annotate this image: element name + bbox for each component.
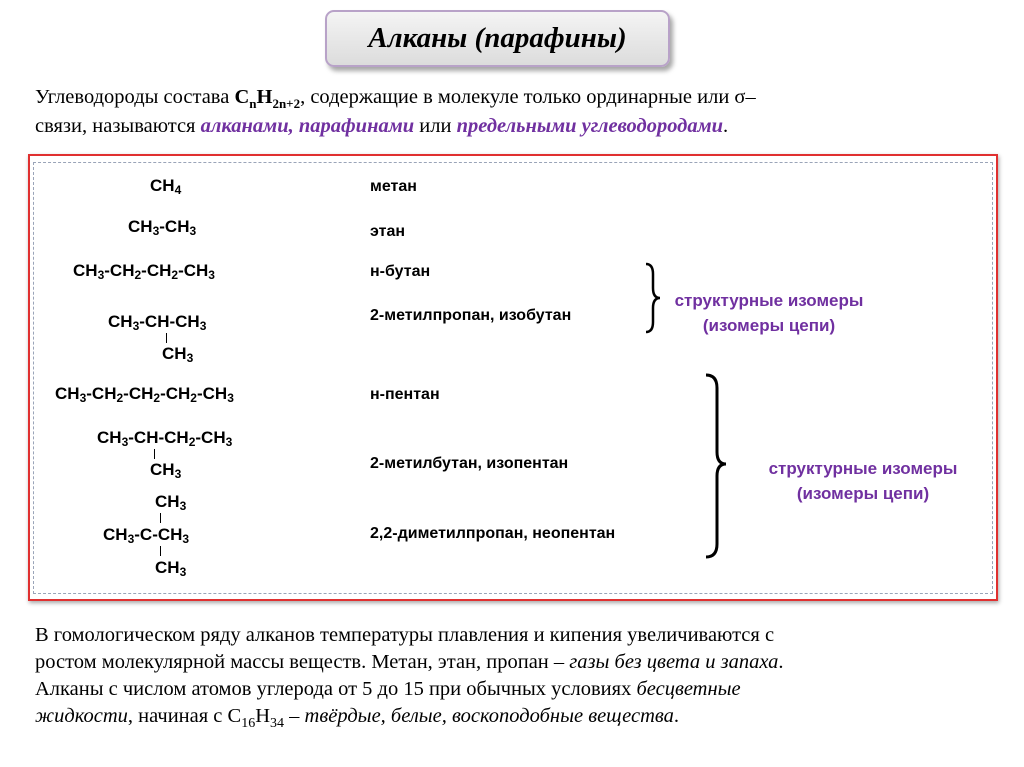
bond-line: [160, 513, 161, 523]
bond-line: [166, 333, 167, 343]
formula-isobutane: $CH_3-CH-CH_3$: [108, 312, 207, 333]
brace-icon: [700, 372, 730, 560]
formula-isobutane-branch: $CH_3$: [162, 344, 194, 365]
name-neopentane: 2,2-диметилпропан, неопентан: [370, 525, 616, 542]
bottom-line-1: В гомологическом ряду алканов температуры плавления и кипения увеличиваются с: [35, 624, 775, 646]
bottom-paragraph: [35, 622, 784, 737]
intro-text: , содержащие в молекуле только ординарные или σ–: [300, 86, 756, 108]
name-methane: метан: [370, 178, 417, 195]
formula-neopentane-top: $CH_3$: [155, 492, 187, 513]
intro-text: связи, называются: [35, 115, 201, 137]
bottom-line-2: ростом молекулярной массы веществ. Метан, этан, пропан – газы без цвета и запаха.: [35, 651, 784, 673]
isomers-label-1: [664, 288, 874, 338]
formula-neopentane: $CH_3-C-CH_3$: [103, 525, 190, 546]
title-box: [325, 10, 670, 67]
bottom-line-4: жидкости, начиная с $С_{16}Н_{34}$ – твёрдые, белые, воскоподобные вещества.: [35, 705, 680, 732]
intro-text: .: [723, 115, 729, 137]
general-formula: $C_nH_{2n+2}$: [234, 86, 301, 112]
name-ethane: этан: [370, 223, 406, 240]
bottom-line-3: Алканы с числом атомов углерода от 5 до 15 при обычных условиях бесцветные: [35, 678, 741, 700]
isomers-line-1: структурные изомеры: [674, 291, 864, 310]
page-title: Алканы (парафины): [368, 22, 627, 54]
formula-isopentane: $CH_3-CH-CH_2-CH_3$: [97, 428, 233, 449]
brace-icon: [642, 262, 662, 334]
bond-line: [160, 546, 161, 556]
name-isopentane: 2-метилбутан, изопентан: [370, 455, 569, 472]
intro-line-2: [35, 113, 728, 140]
bond-line: [154, 449, 155, 459]
name-butane: н-бутан: [370, 263, 431, 280]
isomers-label-2: [738, 456, 988, 506]
name-pentane: н-пентан: [370, 386, 440, 403]
term-saturated: предельными углеводородами: [456, 115, 724, 137]
isomers-line-2: (изомеры цепи): [702, 316, 836, 335]
formula-neopentane-bottom: $CH_3$: [155, 558, 187, 579]
formula-butane: $CH_3-CH_2-CH_2-CH_3$: [73, 261, 215, 282]
intro-text: Углеводороды состава: [35, 86, 235, 108]
term-alkanes: алканами, парафинами: [200, 115, 415, 137]
formula-pentane: $CH_3-CH_2-CH_2-CH_2-CH_3$: [55, 384, 234, 405]
isomers-line-2: (изомеры цепи): [796, 484, 930, 503]
formula-ethane: $CH_3-CH_3$: [128, 217, 197, 238]
isomers-line-1: структурные изомеры: [768, 459, 958, 478]
formula-methane: $CH_4$: [150, 176, 182, 197]
name-isobutane: 2-метилпропан, изобутан: [370, 307, 572, 324]
intro-text: или: [414, 115, 457, 137]
formula-isopentane-branch: $CH_3$: [150, 460, 182, 481]
